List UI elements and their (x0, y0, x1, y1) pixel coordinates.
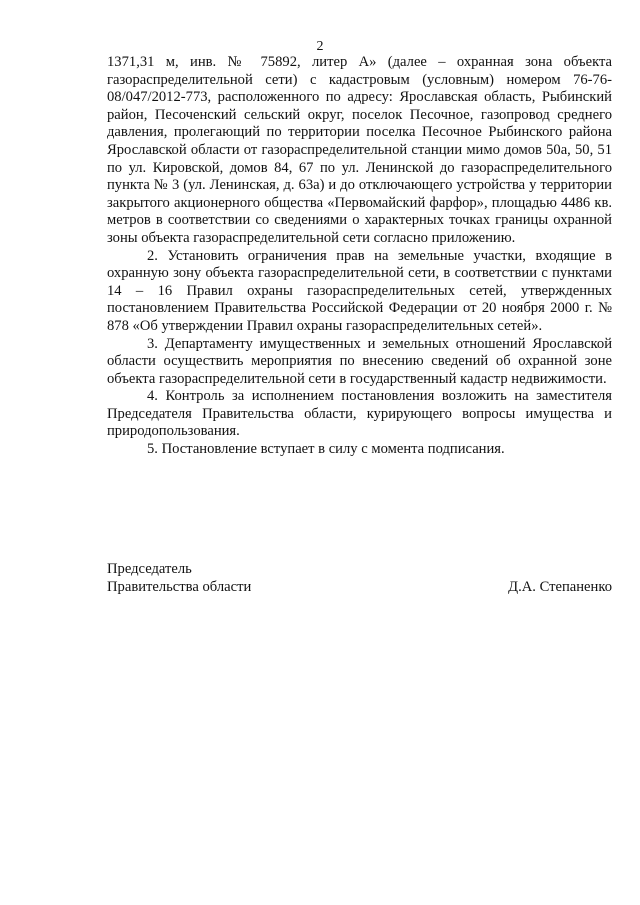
page-number: 2 (316, 39, 324, 54)
paragraph-continuation: 1371,31 м, инв. № 75892, литер А» (далее – охранная зона объекта газораспределительной сети) с кадастровым (условным) номером 76-76-08/047/2012-773, расположенного по адресу: Ярославская область, Рыбинский район, Песоченский сельский округ, поселок Песочное, газопровод среднего давления, пролегающий по территории поселка Песочное Рыбинского района Ярославской области от газораспределительной станции мимо домов 50а, 50, 51 по ул. Кировской, домов 84, 67 по ул. Ленинской до газораспределительного пункта № 3 (ул. Ленинская, д. 63а) и до отключающего устройства у территории закрытого акционерного общества «Первомайский фарфор», площадью 4486 кв. метров в соответствии со сведениями о характерных точках границы охранной зоны объекта газораспределительной сети согласно приложению. (107, 54, 612, 246)
paragraph-item-3: 3. Департаменту имущественных и земельных отношений Ярославской области осуществить мероприятия по внесению сведений об охранной зоне объекта газораспределительной сети в государственный кадастр недвижимости. (107, 335, 612, 387)
signatory-name: Д.А. Степаненко (508, 579, 612, 595)
paragraph-item-5: 5. Постановление вступает в силу с момента подписания. (147, 441, 505, 458)
paragraph-item-4: 4. Контроль за исполнением постановления возложить на заместителя Председателя Правительства области, курирующего вопросы имущества и природопользования. (107, 388, 612, 440)
signatory-title-line1: Председатель (107, 561, 192, 577)
signature-block (107, 560, 612, 596)
paragraph-item-2: 2. Установить ограничения прав на земельные участки, входящие в охранную зону объекта газораспределительной сети, в соответствии с пунктами 14 – 16 Правил охраны газораспределительных сетей, утвержденных постановлением Правительства Российской Федерации от 20 ноября 2000 г. № 878 «Об утверждении Правил охраны газораспределительных сетей». (107, 247, 612, 334)
signature-row (107, 578, 612, 596)
document-body (107, 54, 612, 459)
signatory-title-line2: Правительства области (107, 579, 252, 595)
